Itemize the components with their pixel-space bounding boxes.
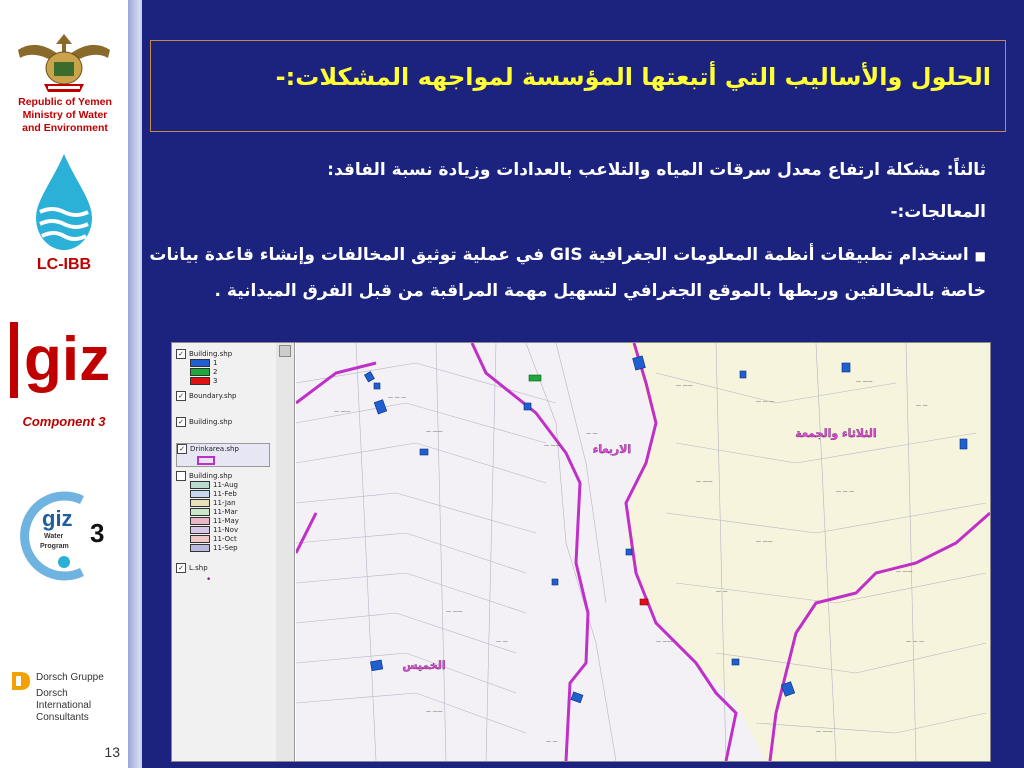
giz-water-number: 3 [90, 518, 105, 548]
gis-map-screenshot [171, 342, 991, 762]
toc-layer-selected[interactable] [176, 443, 270, 467]
toc-class [176, 508, 238, 516]
legend-swatch [190, 526, 210, 534]
toc-class [176, 359, 217, 367]
table-of-contents [172, 343, 277, 761]
checkbox-checked-icon[interactable]: ✓ [177, 444, 187, 454]
toc-class [176, 499, 236, 507]
class-label: 11-Sep [213, 544, 238, 552]
legend-swatch [190, 517, 210, 525]
legend-swatch [190, 544, 210, 552]
org-line-1: Republic of Yemen [18, 96, 112, 108]
building-class-3 [640, 599, 648, 605]
zone-label-thursday: الخميس [402, 659, 446, 672]
layer-name: Boundary.shp [189, 392, 237, 400]
class-label: 11-May [213, 517, 239, 525]
page-number: 13 [104, 744, 120, 760]
map-canvas[interactable] [296, 343, 990, 761]
org-name [4, 96, 126, 135]
giz-water-line1: Water [44, 533, 64, 540]
water-drop-icon [32, 152, 96, 252]
svg-text:— ——: — —— [696, 479, 713, 485]
svg-text:— ——: — —— [856, 379, 873, 385]
class-label: 11-Jan [213, 499, 236, 507]
svg-text:— —: — — [586, 431, 598, 437]
svg-text:— ——: — —— [656, 639, 673, 645]
giz-logo [8, 318, 120, 402]
dorsch-line4: Consultants [36, 712, 89, 723]
class-label: 11-Oct [213, 535, 237, 543]
legend-swatch [190, 481, 210, 489]
legend-swatch [190, 359, 210, 367]
class-label: 11-Aug [213, 481, 238, 489]
title-box [150, 40, 1006, 132]
svg-text:— ——: — —— [334, 409, 351, 415]
svg-text:— —: — — [496, 639, 508, 645]
slide-title: الحلول والأساليب التي أتبعتها المؤسسة لمواجهه المشكلات:- [275, 63, 991, 91]
class-label: 1 [213, 359, 218, 367]
sidebar [0, 0, 142, 768]
svg-text:— — —: — — — [906, 639, 925, 645]
layer-name: Drinkarea.shp [190, 445, 239, 453]
toc-layer[interactable] [176, 417, 232, 427]
toc-layer[interactable] [176, 471, 232, 481]
toc-class [176, 481, 238, 489]
class-label: 3 [213, 377, 218, 385]
class-label: 11-Feb [213, 490, 237, 498]
bullet-icon: ■ [974, 249, 986, 263]
layer-name: Building.shp [189, 418, 233, 426]
toc-class [176, 490, 237, 498]
bullet-paragraph [146, 238, 986, 309]
toc-class [176, 526, 238, 534]
svg-text:— ——: — —— [426, 709, 443, 715]
bullet-text: استخدام تطبيقات أنظمة المعلومات الجغرافية GIS في عملية توثيق المخالفات وإنشاء قاعدة بيانات خاصة بالمخالفين وربطها بالموقع الجغرافي لتسهيل مهمة المراقبة من قبل الفرق الميدانية . [149, 245, 986, 301]
org-line-2: Ministry of Water [22, 109, 108, 121]
legend-swatch [190, 490, 210, 498]
svg-text:— ——: — —— [896, 569, 913, 575]
dorsch-logo [10, 666, 128, 730]
component-label: Component 3 [22, 414, 106, 429]
zone-label-wednesday: الاربعاء [592, 443, 632, 456]
lc-ibb-label: LC-IBB [36, 256, 92, 273]
point-symbol-icon: • [206, 575, 212, 585]
svg-text:— — —: — — — [388, 395, 407, 401]
svg-text:— ——: — —— [756, 539, 773, 545]
checkbox-unchecked-icon[interactable] [176, 471, 186, 481]
toc-class [176, 517, 239, 525]
dorsch-d-icon [10, 670, 32, 692]
toc-class [176, 377, 217, 385]
checkbox-checked-icon[interactable]: ✓ [176, 563, 186, 573]
dorsch-line1: Dorsch Gruppe [36, 672, 104, 683]
checkbox-checked-icon[interactable]: ✓ [176, 349, 186, 359]
giz-logo-text: giz [24, 325, 111, 394]
class-label: 11-Mar [213, 508, 238, 516]
org-line-3: and Environment [22, 122, 108, 134]
solutions-heading: المعالجات:- [890, 202, 986, 222]
svg-text:— —: — — [916, 403, 928, 409]
legend-swatch [190, 377, 210, 385]
legend-swatch [190, 535, 210, 543]
svg-text:— ——: — —— [676, 383, 693, 389]
layer-name: Building.shp [189, 472, 233, 480]
toc-scrollbar[interactable] [276, 343, 295, 761]
svg-text:— ——: — —— [544, 443, 561, 449]
checkbox-checked-icon[interactable]: ✓ [176, 417, 186, 427]
legend-swatch [190, 508, 210, 516]
svg-text:— —: — — [546, 739, 558, 745]
problem-heading: ثالثاً: مشكلة ارتفاع معدل سرقات المياه والتلاعب بالعدادات وزيادة نسبة الفاقد: [327, 160, 986, 180]
layer-name: Building.shp [189, 350, 233, 358]
scroll-up-icon[interactable] [279, 345, 291, 357]
svg-text:— — —: — — — [836, 489, 855, 495]
giz-water-line2: Program [40, 543, 69, 550]
dorsch-line3: International [36, 700, 92, 711]
legend-swatch [190, 368, 210, 376]
legend-swatch [190, 499, 210, 507]
toc-class [176, 535, 237, 543]
svg-text:— — —: — — — [756, 399, 775, 405]
toc-layer[interactable] [176, 563, 208, 573]
svg-text:— ——: — —— [446, 609, 463, 615]
toc-class [176, 544, 238, 552]
dorsch-line2: Dorsch [36, 688, 68, 699]
svg-text:— ——: — —— [426, 429, 443, 435]
yemen-emblem-icon [14, 28, 114, 98]
svg-text:— —: — — [716, 589, 728, 595]
sidebar-divider [128, 0, 140, 768]
class-label: 11-Nov [213, 526, 239, 534]
building-class-2 [529, 375, 541, 381]
zone-label-tuesday-friday: الثلاثاء والجمعة [795, 427, 877, 440]
toc-class [176, 368, 217, 376]
toc-layer[interactable] [176, 349, 232, 359]
layer-name: L.shp [189, 564, 208, 572]
legend-swatch [197, 456, 215, 465]
svg-text:— ——: — —— [816, 729, 833, 735]
checkbox-checked-icon[interactable]: ✓ [176, 391, 186, 401]
giz-water-program-logo [20, 486, 116, 586]
class-label: 2 [213, 368, 218, 376]
toc-layer[interactable] [176, 391, 236, 401]
giz-water-text: giz [42, 506, 73, 531]
